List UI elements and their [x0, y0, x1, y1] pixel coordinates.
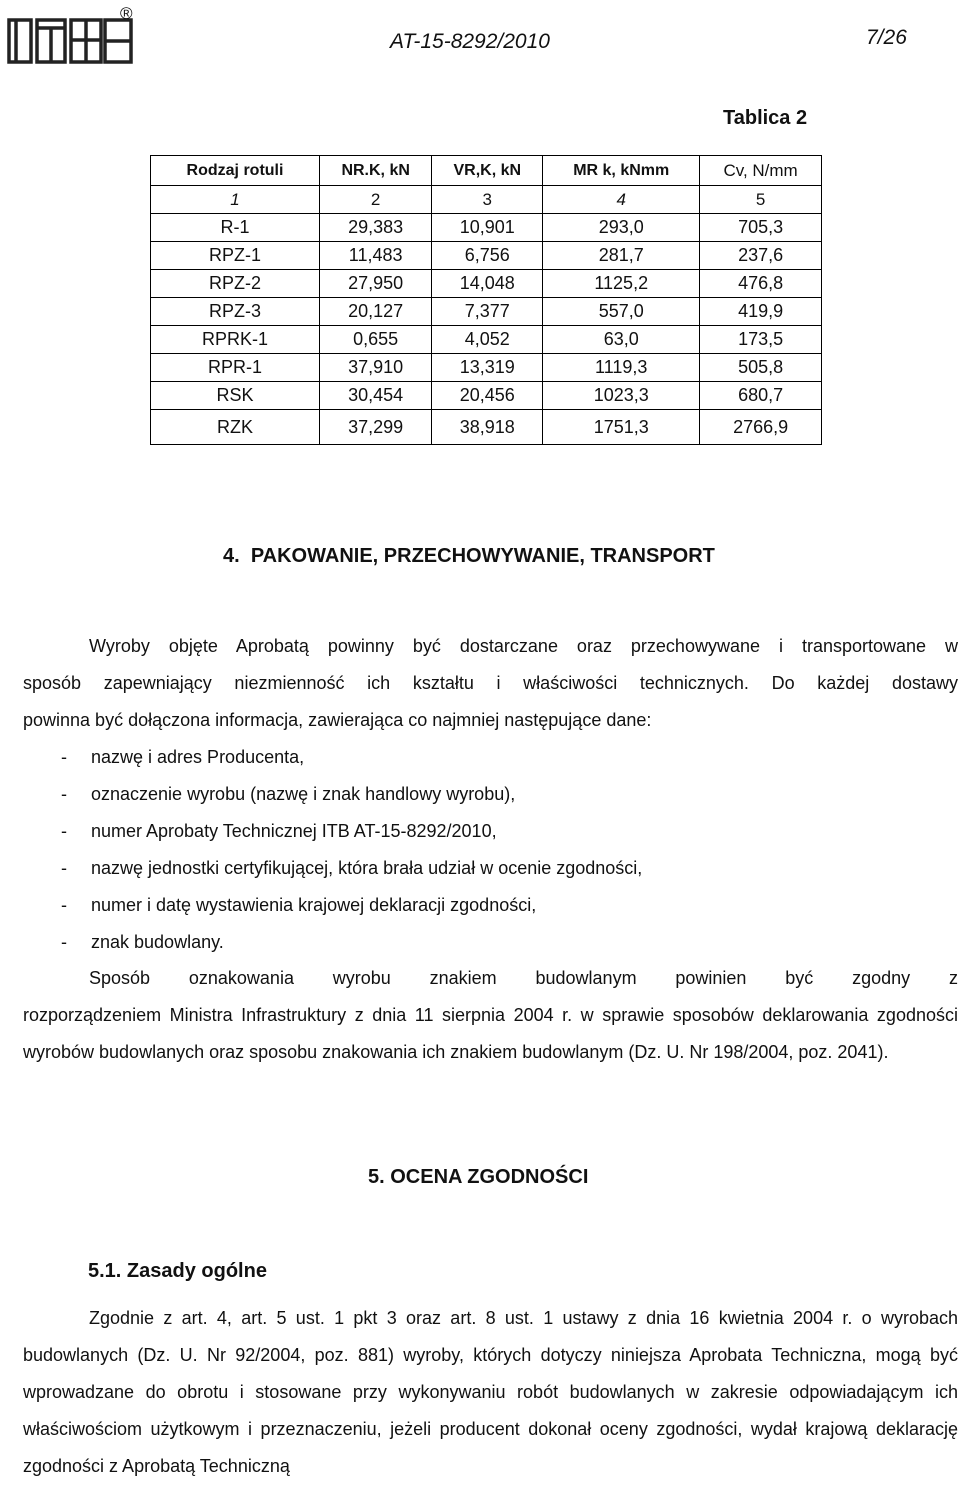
table-cell: 680,7 [700, 382, 822, 410]
paragraph-line: Sposób oznakowania wyrobu znakiem budowlanym powinien być zgodny z [89, 968, 958, 988]
table-cell: 37,910 [320, 354, 432, 382]
table-row [151, 214, 822, 242]
table-cell: 281,7 [543, 242, 700, 270]
table-cell: 293,0 [543, 214, 700, 242]
marking-paragraph [23, 960, 958, 1071]
list-item [23, 813, 958, 850]
table-cell: 2766,9 [700, 410, 822, 445]
table-row [151, 242, 822, 270]
table-row [151, 354, 822, 382]
table-row [151, 410, 822, 445]
table-row [151, 326, 822, 354]
list-item [23, 887, 958, 924]
table-cell: RPZ-1 [151, 242, 320, 270]
table-cell: 1119,3 [543, 354, 700, 382]
table-index-row [151, 186, 822, 214]
table-cell: 4,052 [432, 326, 543, 354]
section-title: PAKOWANIE, PRZECHOWYWANIE, TRANSPORT [250, 545, 715, 567]
table-cell: RPRK-1 [151, 326, 320, 354]
list-item-text: numer Aprobaty Technicznej ITB AT-15-8292/2010, [91, 821, 497, 841]
bullet-dash: - [61, 821, 67, 841]
section-4-body [23, 628, 958, 961]
paragraph-text: rozporządzeniem Ministra Infrastruktury z dnia 11 sierpnia 2004 r. w sprawie sposobów deklarowania zgodności wyrobów budowlanych oraz sposobu znakowania ich znakiem budowlanym (Dz. U. Nr 198/2004, poz. 2041). [23, 1005, 958, 1062]
table-cell: 20,127 [320, 298, 432, 326]
list-item-text: numer i datę wystawienia krajowej deklaracji zgodności, [91, 895, 537, 915]
column-header: MR k, kNmm [543, 156, 700, 186]
table-cell: 38,918 [432, 410, 543, 445]
list-item-text: oznaczenie wyrobu (nazwę i znak handlowy wyrobu), [91, 784, 516, 804]
paragraph-text: Zgodnie z art. 4, art. 5 ust. 1 pkt 3 oraz art. 8 ust. 1 ustawy z dnia 16 kwietnia 2004 r. o wyrobach budowlanych (Dz. U. Nr 92/2004, poz. 881) wyroby, których dotyczy niniejsza Aprobata Techniczna, mogą być wprowadzane do obrotu i stosowane przy wykonywaniu robót budowlanych w zakresie odpowiadającym ich właściwościom użytkowym i przeznaczeniu, jeżeli producent dokonał oceny zgodności, wydał krajową deklarację zgodności z Aprobatą Techniczną [23, 1308, 958, 1476]
table-cell: 476,8 [700, 270, 822, 298]
bullet-dash: - [61, 747, 67, 767]
table-cell: RSK [151, 382, 320, 410]
table-cell: 705,3 [700, 214, 822, 242]
list-item [23, 924, 958, 961]
table-cell: 0,655 [320, 326, 432, 354]
section-5-1-heading: 5.1. Zasady ogólne [88, 1260, 267, 1282]
table-body [151, 186, 822, 445]
table-cell: RPZ-2 [151, 270, 320, 298]
table-cell: 10,901 [432, 214, 543, 242]
table-cell: 29,383 [320, 214, 432, 242]
table-cell: RPR-1 [151, 354, 320, 382]
table-cell: 5 [700, 186, 822, 214]
list-item-text: nazwę jednostki certyfikującej, która brała udział w ocenie zgodności, [91, 858, 643, 878]
section-5-heading: 5. OCENA ZGODNOŚCI [368, 1166, 589, 1188]
table-cell: RZK [151, 410, 320, 445]
list-item-text: nazwę i adres Producenta, [91, 747, 305, 767]
table-cell: 505,8 [700, 354, 822, 382]
table-cell: 27,950 [320, 270, 432, 298]
table-cell: 173,5 [700, 326, 822, 354]
list-item [23, 850, 958, 887]
paragraph-line: powinna być dołączona informacja, zawierająca co najmniej następujące dane: [23, 710, 652, 730]
table-cell: 6,756 [432, 242, 543, 270]
table-cell: 7,377 [432, 298, 543, 326]
table-row [151, 298, 822, 326]
table-cell: 4 [543, 186, 700, 214]
column-header: Rodzaj rotuli [151, 156, 320, 186]
page-number: 7/26 [866, 26, 907, 49]
table-cell: 11,483 [320, 242, 432, 270]
table-cell: 557,0 [543, 298, 700, 326]
paragraph-line: Wyroby objęte Aprobatą powinny być dostarczane oraz przechowywane i transportowane w [89, 636, 958, 656]
table-cell: RPZ-3 [151, 298, 320, 326]
column-header: Cv, N/mm [700, 156, 822, 186]
table-cell: 2 [320, 186, 432, 214]
table-cell: 1023,3 [543, 382, 700, 410]
table-title: Tablica 2 [723, 107, 808, 129]
registered-mark: ® [120, 4, 133, 23]
table-cell: 30,454 [320, 382, 432, 410]
table-cell: 37,299 [320, 410, 432, 445]
table-cell: R-1 [151, 214, 320, 242]
table-row [151, 270, 822, 298]
table-cell: 237,6 [700, 242, 822, 270]
bullet-dash: - [61, 932, 67, 952]
table-cell: 1125,2 [543, 270, 700, 298]
column-header: NR.K, kN [320, 156, 432, 186]
table-cell: 1751,3 [543, 410, 700, 445]
document-id: AT-15-8292/2010 [390, 30, 550, 53]
table-cell: 419,9 [700, 298, 822, 326]
data-table [150, 155, 822, 445]
table-cell: 13,319 [432, 354, 543, 382]
column-header: VR,K, kN [432, 156, 543, 186]
table-cell: 63,0 [543, 326, 700, 354]
list-item [23, 739, 958, 776]
list-item-text: znak budowlany. [91, 932, 224, 952]
list-item [23, 776, 958, 813]
bullet-dash: - [61, 784, 67, 804]
table-row [151, 382, 822, 410]
bullet-dash: - [61, 895, 67, 915]
paragraph-line: sposób zapewniający niezmienność ich kształtu i właściwości technicznych. Do każdej dostawy [23, 673, 958, 693]
section-4-heading [223, 545, 715, 568]
section-number: 4. [223, 545, 240, 567]
table-cell: 1 [151, 186, 320, 214]
table-cell: 3 [432, 186, 543, 214]
section-5-1-body [23, 1300, 958, 1485]
table-header-row [151, 156, 822, 186]
table-cell: 20,456 [432, 382, 543, 410]
itb-logo [6, 8, 136, 66]
requirements-list [23, 739, 958, 961]
bullet-dash: - [61, 858, 67, 878]
table-cell: 14,048 [432, 270, 543, 298]
